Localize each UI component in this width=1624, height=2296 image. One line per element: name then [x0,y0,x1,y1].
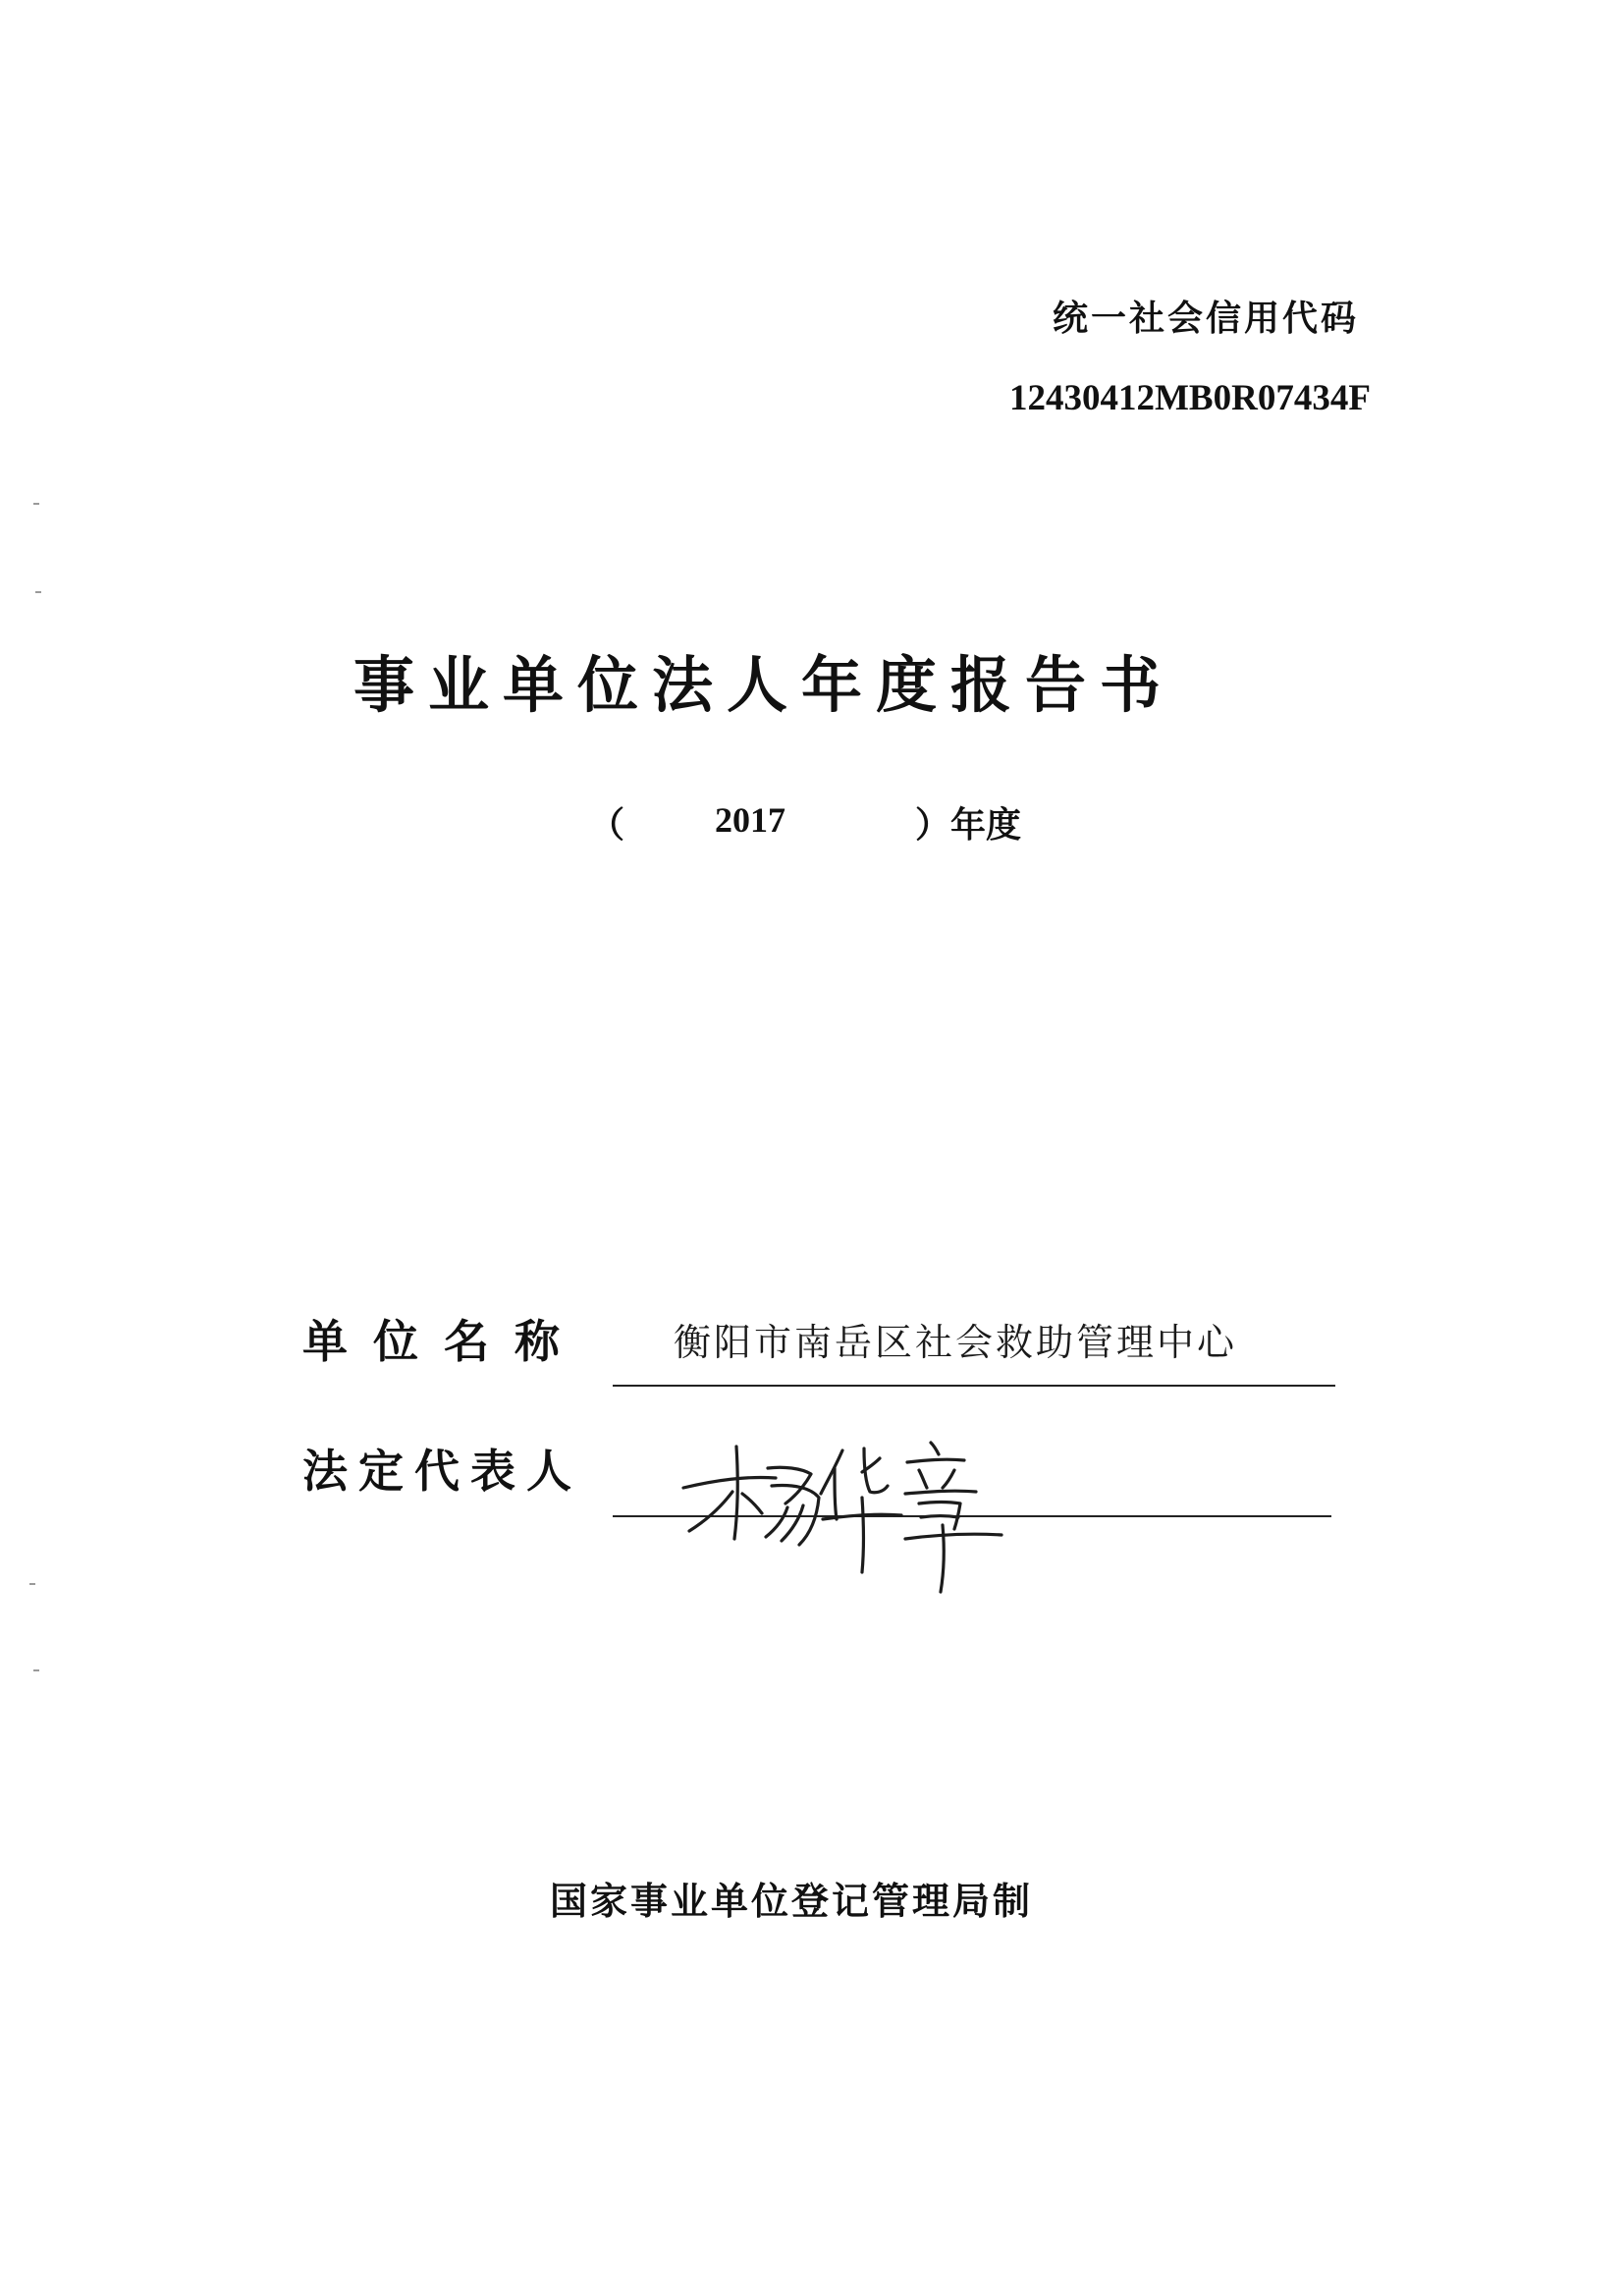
year-close-paren-suffix: ）年度 [915,804,1022,846]
report-title: 事业单位法人年度报告书 [353,649,1175,721]
legal-rep-signature [677,1429,1011,1596]
unit-name-label: 单位名称 [302,1315,585,1368]
scan-artifact [35,591,41,593]
unit-name-underline [613,1385,1335,1387]
legal-rep-label: 法定代表人 [302,1445,582,1498]
scan-artifact [33,503,39,505]
report-year: 2017 [715,800,785,840]
report-year-line [589,797,1060,856]
year-open-paren: （ [589,804,625,846]
scan-artifact [29,1583,35,1585]
unit-name-value: 衡阳市南岳区社会救助管理中心 [674,1321,1238,1364]
scan-artifact [33,1669,39,1671]
issuing-authority: 国家事业单位登记管理局制 [550,1879,1034,1923]
credit-code-value: 12430412MB0R07434F [1009,378,1371,418]
credit-code-label: 统一社会信用代码 [1053,298,1360,339]
